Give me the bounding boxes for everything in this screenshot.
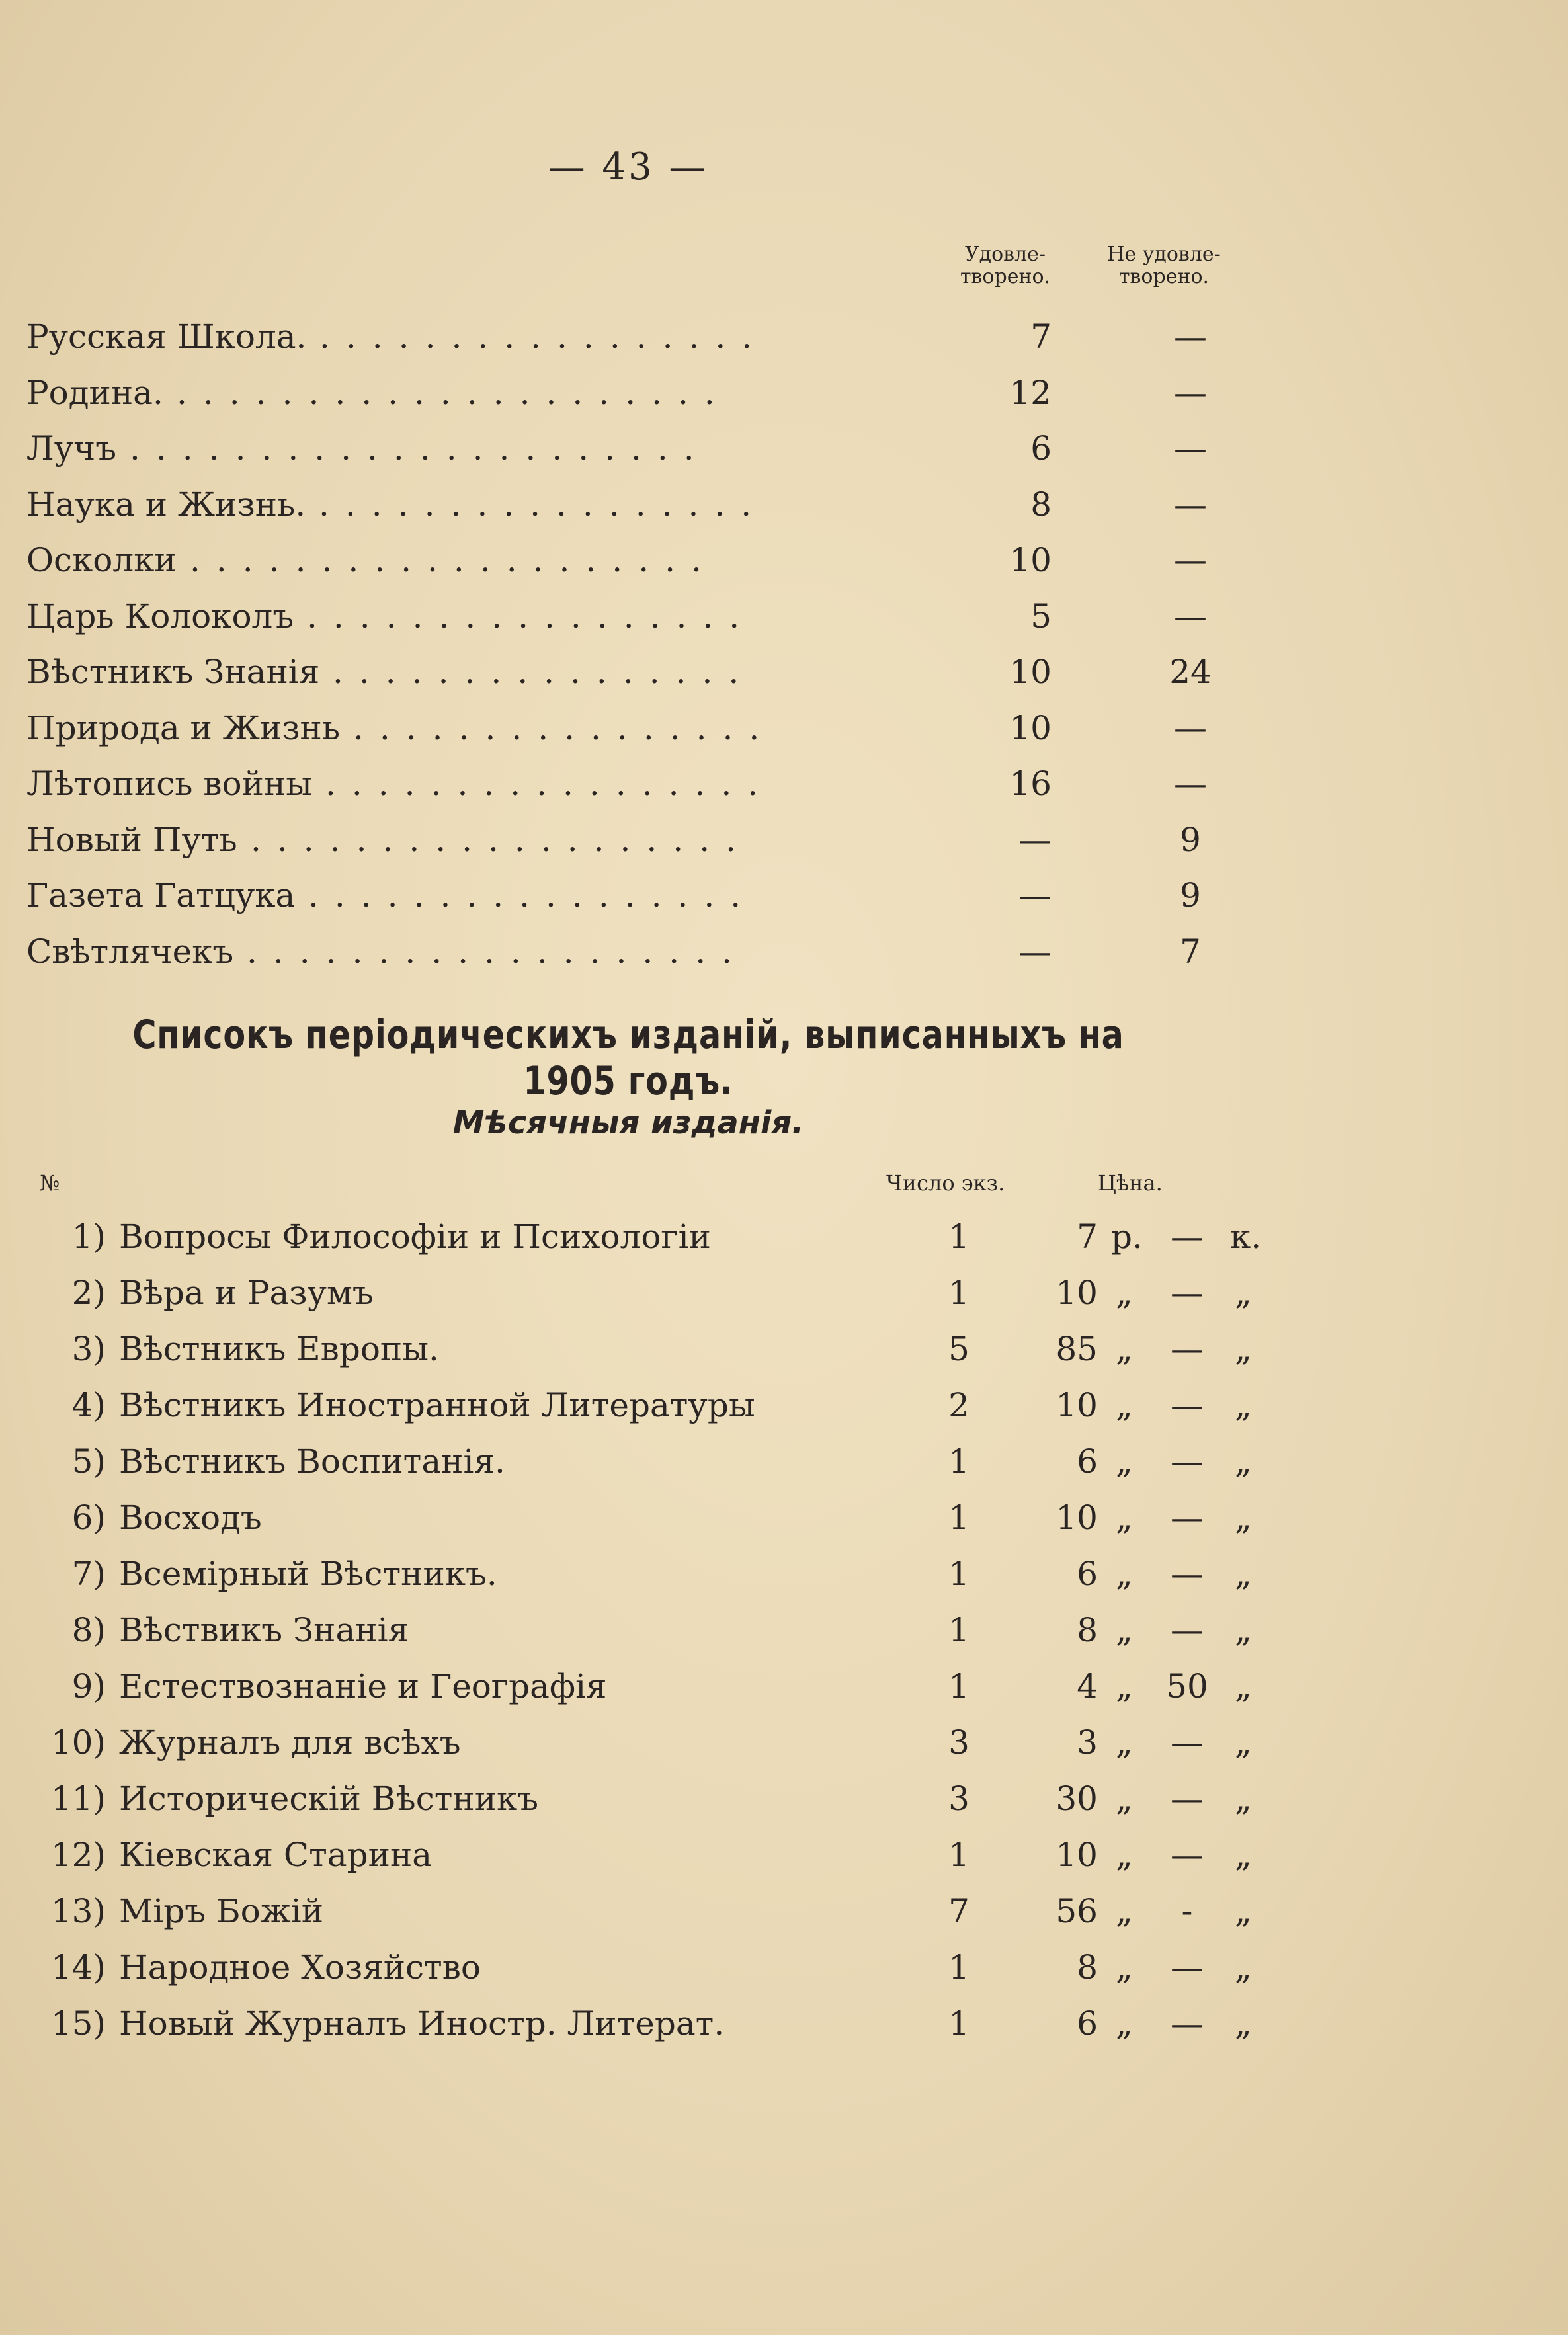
row-number: 12) [50,1836,106,1874]
table-row [26,1883,1270,1940]
row-number: 9) [71,1667,106,1705]
satisfied-count: 16 [1009,764,1052,803]
satisfied-count: 5 [1030,596,1052,635]
unit-mark: „ [1116,1330,1133,1368]
leader-dots: ................. [319,485,768,524]
row-number: 1) [71,1217,106,1256]
copies-count: 1 [948,1611,970,1649]
unsatisfied-count: — [1174,317,1207,356]
unit-mark: „ [1116,1611,1133,1649]
price-rubles: 10 [1055,1498,1098,1537]
unit-mark: „ [1235,1948,1252,1987]
row-number: 15) [50,2004,106,2043]
publication-title: Естествознаніе и Географія [119,1667,607,1705]
price-rubles: 3 [1077,1723,1098,1762]
unit-mark: „ [1235,1836,1252,1874]
price-rubles: 10 [1055,1836,1098,1874]
copies-count: 3 [948,1723,970,1762]
unit-mark: р. [1111,1217,1143,1256]
satisfied-count: 10 [1009,708,1052,747]
table-row [26,1771,1270,1827]
unit-mark: „ [1235,1723,1252,1762]
price-rubles: 6 [1077,1442,1098,1481]
unit-mark: „ [1116,1780,1133,1818]
price-kopecks: — [1171,1442,1204,1481]
copies-count: 2 [948,1386,970,1424]
publication-title: Историческій Вѣстникъ [119,1780,539,1818]
section-heading: Списокъ періодическихъ изданій, выписанныхъ на 1905 годъ. [132,1012,1124,1104]
row-number: 13) [50,1892,106,1930]
table-row [26,1546,1270,1602]
price-kopecks: — [1171,2004,1204,2043]
table-row [26,307,1257,366]
column-header-number: № [40,1170,60,1196]
table-row [26,1996,1270,2052]
publication-name: Лучъ [26,429,117,468]
table-row [26,531,1257,589]
price-kopecks: — [1171,1498,1204,1537]
table-row [26,1827,1270,1883]
unsatisfied-count: — [1174,541,1207,579]
table-row [26,364,1257,422]
unsatisfied-count: — [1174,764,1207,803]
price-rubles: 8 [1077,1948,1098,1987]
table-row [26,866,1257,924]
copies-count: 1 [948,1836,970,1874]
publication-title: Вѣстникъ Иностранной Литературы [119,1386,755,1424]
table-row [26,643,1257,701]
unsatisfied-count: — [1174,429,1207,468]
unit-mark: „ [1235,1274,1252,1312]
row-number: 7) [71,1555,106,1593]
publication-title: Міръ Божій [119,1892,324,1930]
publication-title: Кіевская Старина [119,1836,433,1874]
unsatisfied-count: 9 [1180,876,1201,915]
table-row [26,811,1257,869]
publication-title: Народное Хозяйство [119,1948,481,1987]
price-kopecks: — [1171,1723,1204,1762]
price-rubles: 10 [1055,1274,1098,1312]
unit-mark: „ [1116,1836,1133,1874]
unsatisfied-count: 9 [1180,820,1201,859]
unit-mark: „ [1235,1780,1252,1818]
leader-dots: ..................... [177,373,731,412]
copies-count: 1 [948,1442,970,1481]
leader-dots: ................. [325,764,774,803]
publication-title: Новый Журналъ Иностр. Литерат. [119,2004,725,2043]
copies-count: 1 [948,1667,970,1705]
price-kopecks: — [1171,1836,1204,1874]
price-rubles: 30 [1055,1780,1098,1818]
publication-name: Родина. [26,373,163,412]
publication-name: Вѣстникъ Знанія [26,653,320,691]
satisfied-count: 10 [1009,653,1052,691]
publication-title: Вѣствикъ Знанія [119,1611,409,1649]
price-rubles: 7 [1077,1217,1098,1256]
price-rubles: 10 [1055,1386,1098,1424]
unit-mark: „ [1116,1555,1133,1593]
table-row [26,1490,1270,1546]
price-kopecks: — [1171,1330,1204,1368]
table-row [26,922,1257,981]
copies-count: 1 [948,1217,970,1256]
row-number: 11) [50,1780,106,1818]
unit-mark: „ [1116,1442,1133,1481]
unit-mark: „ [1116,1892,1133,1930]
unsatisfied-count: — [1174,373,1207,412]
column-header-copies: Число экз. [886,1170,1005,1196]
unit-mark: „ [1116,1498,1133,1537]
row-number: 4) [71,1386,106,1424]
satisfied-count: 7 [1030,317,1052,356]
table-row [26,587,1257,645]
publication-name: Осколки [26,541,177,579]
copies-count: 1 [948,2004,970,2043]
publication-name: Царь Колоколъ [26,596,294,635]
unit-mark: „ [1235,1555,1252,1593]
section-subheading: Мѣсячныя изданія. [452,1104,804,1141]
price-rubles: 8 [1077,1611,1098,1649]
price-rubles: 85 [1055,1330,1098,1368]
unit-mark: „ [1116,1948,1133,1987]
publication-name: Новый Путь [26,820,237,859]
row-number: 3) [71,1330,106,1368]
price-kopecks: — [1171,1611,1204,1649]
copies-count: 1 [948,1948,970,1987]
row-number: 10) [50,1723,106,1762]
table-row [26,1434,1270,1490]
price-kopecks: — [1171,1274,1204,1312]
copies-count: 1 [948,1498,970,1537]
table-row [26,1321,1270,1377]
leader-dots: .................... [190,541,718,579]
copies-count: 5 [948,1330,970,1368]
page-number: — 43 — [548,145,709,188]
table-row [26,1602,1270,1659]
unit-mark: „ [1116,1667,1133,1705]
price-rubles: 56 [1055,1892,1098,1930]
price-rubles: 6 [1077,2004,1098,2043]
unit-mark: „ [1235,1611,1252,1649]
price-kopecks: — [1171,1948,1204,1987]
publication-name: Наука и Жизнь. [26,485,306,524]
price-kopecks: — [1171,1386,1204,1424]
unit-mark: „ [1116,1386,1133,1424]
publication-title: Вопросы Философіи и Психологіи [119,1217,711,1256]
unsatisfied-count: — [1174,596,1207,635]
unsatisfied-count: 7 [1180,932,1201,971]
unit-mark: „ [1116,2004,1133,2043]
unsatisfied-count: — [1174,485,1207,524]
satisfied-count: 10 [1009,541,1052,579]
row-number: 5) [71,1442,106,1481]
publication-title: Журналъ для всѣхъ [119,1723,461,1762]
column-header-unsatisfied: Не удовле- творено. [1107,243,1221,288]
price-kopecks: — [1171,1780,1204,1818]
publication-name: Природа и Жизнь [26,708,341,747]
table-row [26,475,1257,534]
table-row [26,1659,1270,1715]
publication-title: Вѣстникъ Европы. [119,1330,439,1368]
price-kopecks: — [1171,1217,1204,1256]
leader-dots: ...................... [130,429,710,468]
leader-dots: ................ [353,708,776,747]
price-kopecks: 50 [1166,1667,1208,1705]
unsatisfied-count: 24 [1169,653,1212,691]
publication-title: Восходъ [119,1498,262,1537]
row-number: 14) [50,1948,106,1987]
column-header-satisfied: Удовле- творено. [960,243,1051,288]
publication-title: Вѣстникъ Воспитанія. [119,1442,505,1481]
publication-name: Газета Гатцука [26,876,296,915]
satisfied-count: — [1018,876,1052,915]
row-number: 6) [71,1498,106,1537]
leader-dots: ................... [247,932,748,971]
row-number: 8) [71,1611,106,1649]
table-row [26,1265,1270,1321]
unit-mark: „ [1116,1723,1133,1762]
leader-dots: ................. [308,876,757,915]
table-row [26,419,1257,477]
table-row [26,755,1257,813]
copies-count: 1 [948,1274,970,1312]
unit-mark: к. [1230,1217,1262,1256]
unsatisfied-count: — [1174,708,1207,747]
price-kopecks: — [1171,1555,1204,1593]
unit-mark: „ [1235,1386,1252,1424]
price-rubles: 4 [1077,1667,1098,1705]
unit-mark: „ [1235,1667,1252,1705]
satisfied-count: 8 [1030,485,1052,524]
table-row [26,699,1257,757]
table-row [26,1940,1270,1996]
leader-dots: ................ [333,653,755,691]
satisfied-count: 12 [1009,373,1052,412]
satisfied-count: 6 [1030,429,1052,468]
unit-mark: „ [1235,1442,1252,1481]
table-row [26,1715,1270,1771]
table-row [26,1377,1270,1434]
unit-mark: „ [1235,2004,1252,2043]
copies-count: 1 [948,1555,970,1593]
unit-mark: „ [1235,1498,1252,1537]
unit-mark: „ [1235,1892,1252,1930]
price-rubles: 6 [1077,1555,1098,1593]
column-header-price: Цѣна. [1098,1170,1163,1196]
publication-title: Всемірный Вѣстникъ. [119,1555,497,1593]
copies-count: 7 [948,1892,970,1930]
satisfied-count: — [1018,932,1052,971]
copies-count: 3 [948,1780,970,1818]
satisfied-count: — [1018,820,1052,859]
leader-dots: ................. [307,596,756,635]
table-row [26,1209,1270,1265]
leader-dots: ................... [251,820,752,859]
unit-mark: „ [1116,1274,1133,1312]
unit-mark: „ [1235,1330,1252,1368]
price-kopecks: - [1181,1892,1193,1930]
publication-name: Русская Школа. [26,317,307,356]
leader-dots: ................. [319,317,768,356]
publication-name: Свѣтлячекъ [26,932,234,971]
publication-name: Лѣтопись войны [26,764,313,803]
row-number: 2) [71,1274,106,1312]
publication-title: Вѣра и Разумъ [119,1274,374,1312]
